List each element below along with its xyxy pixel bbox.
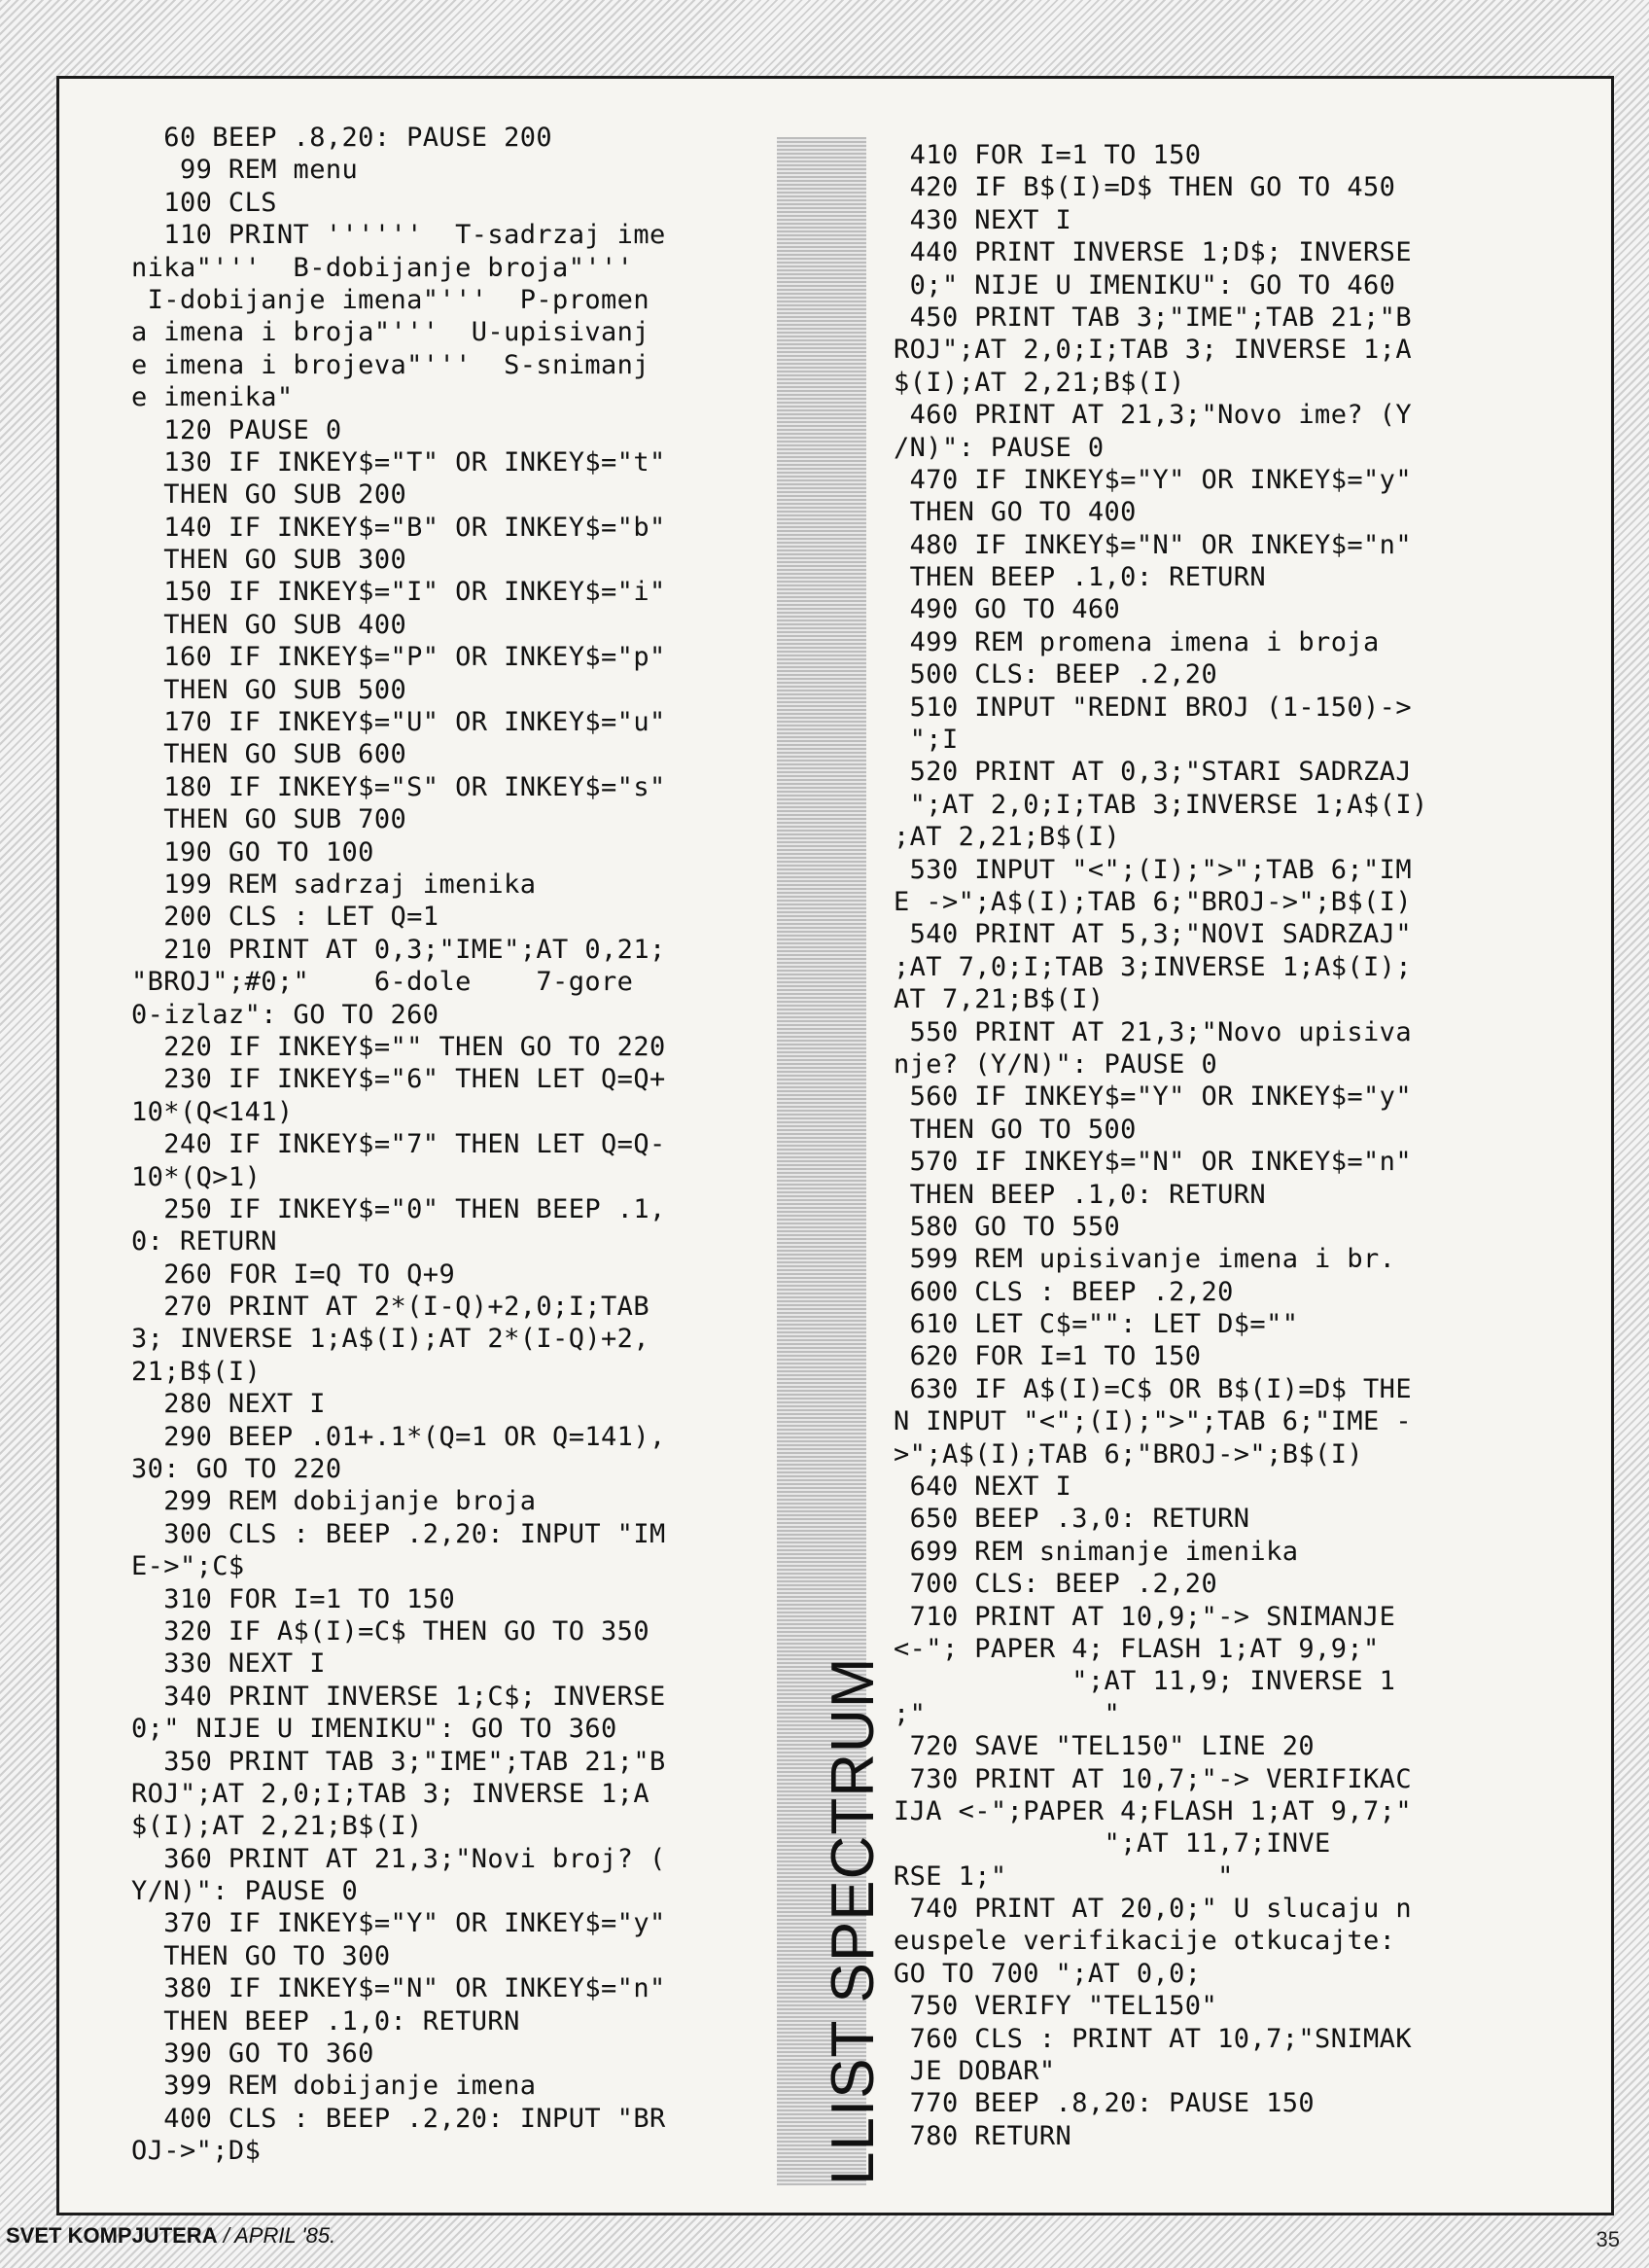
code-line: ROJ";AT 2,0;I;TAB 3; INVERSE 1;A [894,335,1412,366]
code-line: 630 IF A$(I)=C$ OR B$(I)=D$ THE [894,1373,1412,1404]
issue-date: / APRIL '85. [217,2223,336,2248]
listing-left-column [131,122,666,2168]
code-line: 280 NEXT I [131,1389,326,1420]
code-line: 490 GO TO 460 [894,594,1121,625]
code-line: 360 PRINT AT 21,3;"Novi broj? ( [131,1843,666,1874]
code-line: 100 CLS [131,187,277,218]
code-line: 610 LET C$="": LET D$="" [894,1309,1299,1340]
code-line: 620 FOR I=1 TO 150 [894,1341,1202,1372]
code-line: 199 REM sadrzaj imenika [131,868,537,900]
code-line: ";AT 11,9; INVERSE 1 [894,1666,1396,1697]
code-line: 410 FOR I=1 TO 150 [894,140,1202,170]
code-line: 700 CLS: BEEP .2,20 [894,1569,1218,1600]
code-line: 190 GO TO 100 [131,836,374,868]
code-line: 460 PRINT AT 21,3;"Novo ime? (Y [894,400,1412,431]
code-line: 570 IF INKEY$="N" OR INKEY$="n" [894,1147,1412,1178]
code-line: nika"''' B-dobijanje broja"''' [131,252,634,283]
code-line: ";AT 11,7;INVE [894,1828,1331,1860]
code-line: 120 PAUSE 0 [131,414,342,445]
code-line: 10*(Q<141) [131,1096,294,1127]
code-line: THEN GO TO 500 [894,1114,1137,1145]
code-line: 230 IF INKEY$="6" THEN LET Q=Q+ [131,1064,666,1095]
magazine-page [56,76,1614,2215]
code-line: 640 NEXT I [894,1471,1072,1503]
code-line: OJ->";D$ [131,2136,262,2167]
code-line: 60 BEEP .8,20: PAUSE 200 [131,123,553,153]
code-line: 699 REM snimanje imenika [894,1536,1299,1567]
code-line: 220 IF INKEY$="" THEN GO TO 220 [131,1031,666,1062]
code-line: 240 IF INKEY$="7" THEN LET Q=Q- [131,1129,666,1160]
code-line: ;AT 2,21;B$(I) [894,822,1121,853]
code-line: 500 CLS: BEEP .2,20 [894,659,1218,691]
code-line: 300 CLS : BEEP .2,20: INPUT "IM [131,1518,666,1549]
code-line: N INPUT "<";(I);">";TAB 6;"IME - [894,1406,1412,1437]
code-line: 330 NEXT I [131,1648,326,1680]
code-line: 480 IF INKEY$="N" OR INKEY$="n" [894,529,1412,560]
code-line: 499 REM promena imena i broja [894,626,1380,657]
code-line: 150 IF INKEY$="I" OR INKEY$="i" [131,577,666,608]
code-line: 530 INPUT "<";(I);">";TAB 6;"IM [894,854,1412,885]
code-line: 780 RETURN [894,2120,1072,2151]
code-line: 770 BEEP .8,20: PAUSE 150 [894,2088,1316,2119]
code-line: 420 IF B$(I)=D$ THEN GO TO 450 [894,172,1396,203]
code-line: 710 PRINT AT 10,9;"-> SNIMANJE [894,1601,1396,1632]
code-line: 540 PRINT AT 5,3;"NOVI SADRZAJ" [894,919,1412,950]
code-line: 730 PRINT AT 10,7;"-> VERIFIKAC [894,1763,1412,1794]
code-line: 10*(Q>1) [131,1161,262,1192]
code-line: 299 REM dobijanje broja [131,1486,537,1517]
code-line: "BROJ";#0;" 6-dole 7-gore [131,967,634,998]
code-line: 200 CLS : LET Q=1 [131,902,439,933]
code-line: a imena i broja"''' U-upisivanj [131,317,649,348]
code-line: 30: GO TO 220 [131,1454,342,1485]
code-line: 470 IF INKEY$="Y" OR INKEY$="y" [894,464,1412,495]
code-line: euspele verifikacije otkucajte: [894,1926,1396,1957]
code-line: 370 IF INKEY$="Y" OR INKEY$="y" [131,1908,666,1939]
footer-magazine-title [6,2223,335,2249]
llist-spectrum-label: LLIST SPECTRUM [820,1656,887,2185]
code-line: 580 GO TO 550 [894,1211,1121,1242]
code-line: THEN GO TO 300 [131,1940,391,1971]
code-line: THEN GO SUB 400 [131,609,407,640]
code-line: /N)": PAUSE 0 [894,432,1105,463]
code-line: 130 IF INKEY$="T" OR INKEY$="t" [131,446,666,478]
code-line: THEN GO SUB 200 [131,479,407,511]
code-line: 550 PRINT AT 21,3;"Novo upisiva [894,1016,1412,1047]
code-line: 180 IF INKEY$="S" OR INKEY$="s" [131,771,666,802]
code-line: 599 REM upisivanje imena i br. [894,1244,1396,1275]
code-line: 160 IF INKEY$="P" OR INKEY$="p" [131,642,666,673]
code-line: 0: RETURN [131,1226,277,1258]
code-line: ";I [894,725,959,756]
code-line: 320 IF A$(I)=C$ THEN GO TO 350 [131,1615,649,1647]
code-line: 290 BEEP .01+.1*(Q=1 OR Q=141), [131,1421,666,1452]
code-line: 350 PRINT TAB 3;"IME";TAB 21;"B [131,1746,666,1777]
code-line: THEN BEEP .1,0: RETURN [131,2005,520,2037]
code-line: 110 PRINT '''''' T-sadrzaj ime [131,220,666,251]
code-line: 0;" NIJE U IMENIKU": GO TO 460 [894,269,1396,301]
code-line: E ->";A$(I);TAB 6;"BROJ->";B$(I) [894,886,1412,917]
code-line: 380 IF INKEY$="N" OR INKEY$="n" [131,1973,666,2004]
code-line: nje? (Y/N)": PAUSE 0 [894,1048,1218,1080]
code-line: 170 IF INKEY$="U" OR INKEY$="u" [131,707,666,738]
code-line: AT 7,21;B$(I) [894,984,1105,1015]
code-line: 760 CLS : PRINT AT 10,7;"SNIMAK [894,2023,1412,2054]
code-line: 750 VERIFY "TEL150" [894,1991,1218,2022]
code-line: THEN GO TO 400 [894,497,1137,528]
code-line: 3; INVERSE 1;A$(I);AT 2*(I-Q)+2, [131,1324,649,1355]
code-line: 310 FOR I=1 TO 150 [131,1583,456,1614]
code-line: E->";C$ [131,1551,245,1582]
code-line: JE DOBAR" [894,2056,1056,2087]
code-line: 0-izlaz": GO TO 260 [131,999,439,1030]
code-line: 270 PRINT AT 2*(I-Q)+2,0;I;TAB [131,1292,649,1323]
code-line: I-dobijanje imena"''' P-promen [131,284,649,315]
code-line: e imena i brojeva"''' S-snimanj [131,349,649,380]
code-line: ;" " [894,1698,1121,1729]
code-line: RSE 1;" " [894,1860,1234,1892]
code-line: 340 PRINT INVERSE 1;C$; INVERSE [131,1681,666,1712]
code-line: THEN GO SUB 700 [131,804,407,835]
code-line: $(I);AT 2,21;B$(I) [894,367,1185,398]
code-line: THEN GO SUB 500 [131,674,407,705]
code-line: >";A$(I);TAB 6;"BROJ->";B$(I) [894,1438,1364,1470]
page-number: 35 [1596,2227,1620,2251]
code-line: 210 PRINT AT 0,3;"IME";AT 0,21; [131,934,666,965]
code-line: GO TO 700 ";AT 0,0; [894,1958,1202,1989]
listing-right-column [894,139,1428,2152]
code-line: 560 IF INKEY$="Y" OR INKEY$="y" [894,1081,1412,1113]
code-line: 260 FOR I=Q TO Q+9 [131,1258,456,1290]
code-line: $(I);AT 2,21;B$(I) [131,1811,423,1842]
magazine-name: SVET KOMPJUTERA [6,2223,218,2248]
code-line: 99 REM menu [131,155,359,186]
code-line: 21;B$(I) [131,1356,262,1387]
code-line: 0;" NIJE U IMENIKU": GO TO 360 [131,1714,617,1745]
code-line: THEN GO SUB 300 [131,545,407,576]
code-line: 520 PRINT AT 0,3;"STARI SADRZAJ [894,757,1412,788]
code-line: 140 IF INKEY$="B" OR INKEY$="b" [131,512,666,543]
code-line: ROJ";AT 2,0;I;TAB 3; INVERSE 1;A [131,1778,649,1809]
code-line: ;AT 7,0;I;TAB 3;INVERSE 1;A$(I); [894,951,1412,982]
code-line: Y/N)": PAUSE 0 [131,1876,359,1907]
code-line: 399 REM dobijanje imena [131,2071,537,2102]
code-line: 250 IF INKEY$="0" THEN BEEP .1, [131,1193,666,1224]
code-line: 650 BEEP .3,0: RETURN [894,1504,1250,1535]
code-line: THEN BEEP .1,0: RETURN [894,562,1267,593]
code-line: 600 CLS : BEEP .2,20 [894,1276,1234,1307]
code-line: 390 GO TO 360 [131,2038,374,2070]
code-line: e imenika" [131,382,294,413]
code-line: ";AT 2,0;I;TAB 3;INVERSE 1;A$(I) [894,789,1428,820]
code-line: 740 PRINT AT 20,0;" U slucaju n [894,1894,1412,1925]
code-line: 400 CLS : BEEP .2,20: INPUT "BR [131,2103,666,2134]
code-line: THEN GO SUB 600 [131,739,407,770]
code-line: IJA <-";PAPER 4;FLASH 1;AT 9,7;" [894,1795,1412,1826]
code-line: 720 SAVE "TEL150" LINE 20 [894,1731,1316,1762]
code-line: 430 NEXT I [894,204,1072,235]
code-line: THEN BEEP .1,0: RETURN [894,1179,1267,1210]
code-line: 450 PRINT TAB 3;"IME";TAB 21;"B [894,301,1412,333]
code-line: <-"; PAPER 4; FLASH 1;AT 9,9;" [894,1633,1380,1664]
code-line: 510 INPUT "REDNI BROJ (1-150)-> [894,691,1412,723]
code-line: 440 PRINT INVERSE 1;D$; INVERSE [894,237,1412,268]
